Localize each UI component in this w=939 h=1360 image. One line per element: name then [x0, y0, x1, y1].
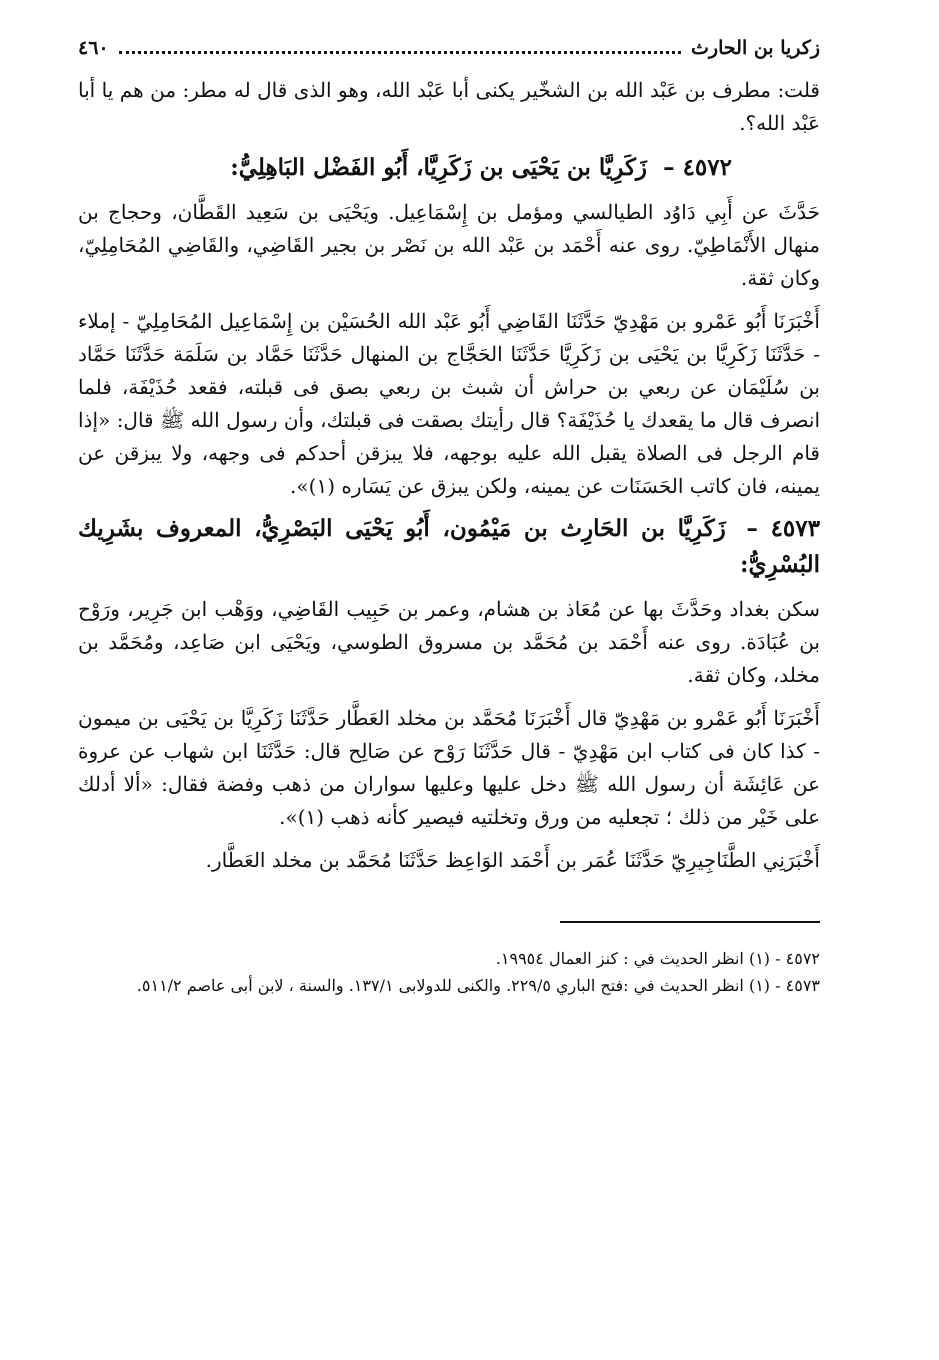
book-page [78, 28, 820, 999]
footnotes [78, 945, 820, 999]
page-number: ٤٦٠ [78, 37, 109, 59]
entry-heading-4573 [78, 511, 820, 583]
footnote: ٤٥٧٢ - (١) انظر الحديث في : كنز العمال ١٩٩٥٤. [495, 949, 820, 968]
entry-bio: حَدَّثَ عن أَبِي دَاوُد الطيالسي ومؤمل بن إِسْمَاعِيل. ويَحْيَى بن سَعِيد القَطَّان، وحجاج بن منهال الأَنْمَاطِيّ. روى عنه أَحْمَد بن عَبْد الله بن نَصْر بن بجير القَاضِي، والقَاضِي المُحَامِلِيّ، وكان ثقة. [78, 200, 821, 290]
entry-bio: سكن بغداد وحَدَّثَ بها عن مُعَاذ بن هشام، وعمر بن حَبِيب القَاضِي، ووَهْب ابن جَرِير، ورَوْح بن عُبَادَة. روى عنه أَحْمَد بن مُحَمَّد بن مسروق الطوسي، ويَحْيَى ابن صَاعِد، ومُحَمَّد بن مخلد، وكان ثقة. [78, 597, 820, 687]
footnote: ٤٥٧٣ - (١) انظر الحديث في :فتح الباري ٢٢٩/٥. والكنى للدولابى ١٣٧/١. والسنة ، لابن أبى عاصم ٥١١/٢. [136, 976, 820, 995]
entry-heading-4572 [78, 150, 820, 186]
entry-number: ٤٥٧٣ – [746, 515, 820, 542]
entry-number: ٤٥٧٢ – [663, 154, 732, 181]
running-title: زكريا بن الحارث [691, 37, 820, 59]
leader-dots [119, 33, 681, 54]
entry-title: زَكَرِيَّا بن الحَارِث بن مَيْمُون، أَبُو يَحْيَى البَصْرِيُّ، المعروف بشَرِيك البُسْرِيُّ: [78, 515, 820, 578]
running-header [78, 28, 820, 68]
entry-title: زَكَرِيَّا بن يَحْيَى بن زَكَرِيَّا، أَبُو الفَضْل البَاهِلِيُّ: [230, 154, 648, 181]
entry-narration-continued: أَخْبَرَنِي الطَّنَاجِيرِيّ حَدَّثَنَا عُمَر بن أَحْمَد الوَاعِظ حَدَّثَنَا مُحَمَّد بن مخلد العَطَّار. [205, 848, 820, 872]
entry-narration: أَخْبَرَنَا أَبُو عَمْرو بن مَهْدِيّ قال أَخْبَرَنَا مُحَمَّد بن مخلد العَطَّار حَدَّثَنَا زَكَرِيَّا بن يَحْيَى بن ميمون - كذا كان فى كتاب ابن مَهْدِيّ - قال حَدَّثَنَا رَوْح عن صَالِح قال: حَدَّثَنَا ابن شهاب عن عروة عن عَائِشَة أن رسول الله ﷺ دخل عليها وعليها سواران من ذهب وفضة فقال: «ألا أدلك على خَيْر من ذلك ؛ تجعليه من ورق وتخلتيه فيصير كأنه ذهب (١)». [78, 706, 820, 829]
footnote-divider [560, 921, 820, 923]
intro-paragraph: قلت: مطرف بن عَبْد الله بن الشخّير يكنى أبا عَبْد الله، وهو الذى قال له مطر: من هم يا أبا عَبْد الله؟. [78, 78, 820, 135]
entry-narration: أَخْبَرَنَا أَبُو عَمْرو بن مَهْدِيّ حَدَّثَنَا القَاضِي أَبُو عَبْد الله الحُسَيْن بن إِسْمَاعِيل المُحَامِلِيّ - إملاء - حَدَّثَنَا زَكَرِيَّا بن يَحْيَى بن زَكَرِيَّا حَدَّثَنَا الحَجَّاج بن المنهال حَدَّثَنَا حَمَّاد بن سَلَمَة حَدَّثَنَا حَمَّاد بن سُلَيْمَان عن ربعي بن حراش أن شبث بن ربعي بصق فى قبلته، فقعد حُذَيْفَة، فلما انصرف قال ما يقعدك يا حُذَيْفَة؟ قال رأيتك بصقت فى قبلتك، وأن رسول الله ﷺ قال: «إذا قام الرجل فى الصلاة يقبل الله عليه بوجهه، فلا يبزقن أحدكم فى وجهه، ولا يبزقن عن يمينه، فان كاتب الحَسَنَات عن يمينه، ولكن يبزق عن يَسَاره (١)». [78, 309, 820, 498]
